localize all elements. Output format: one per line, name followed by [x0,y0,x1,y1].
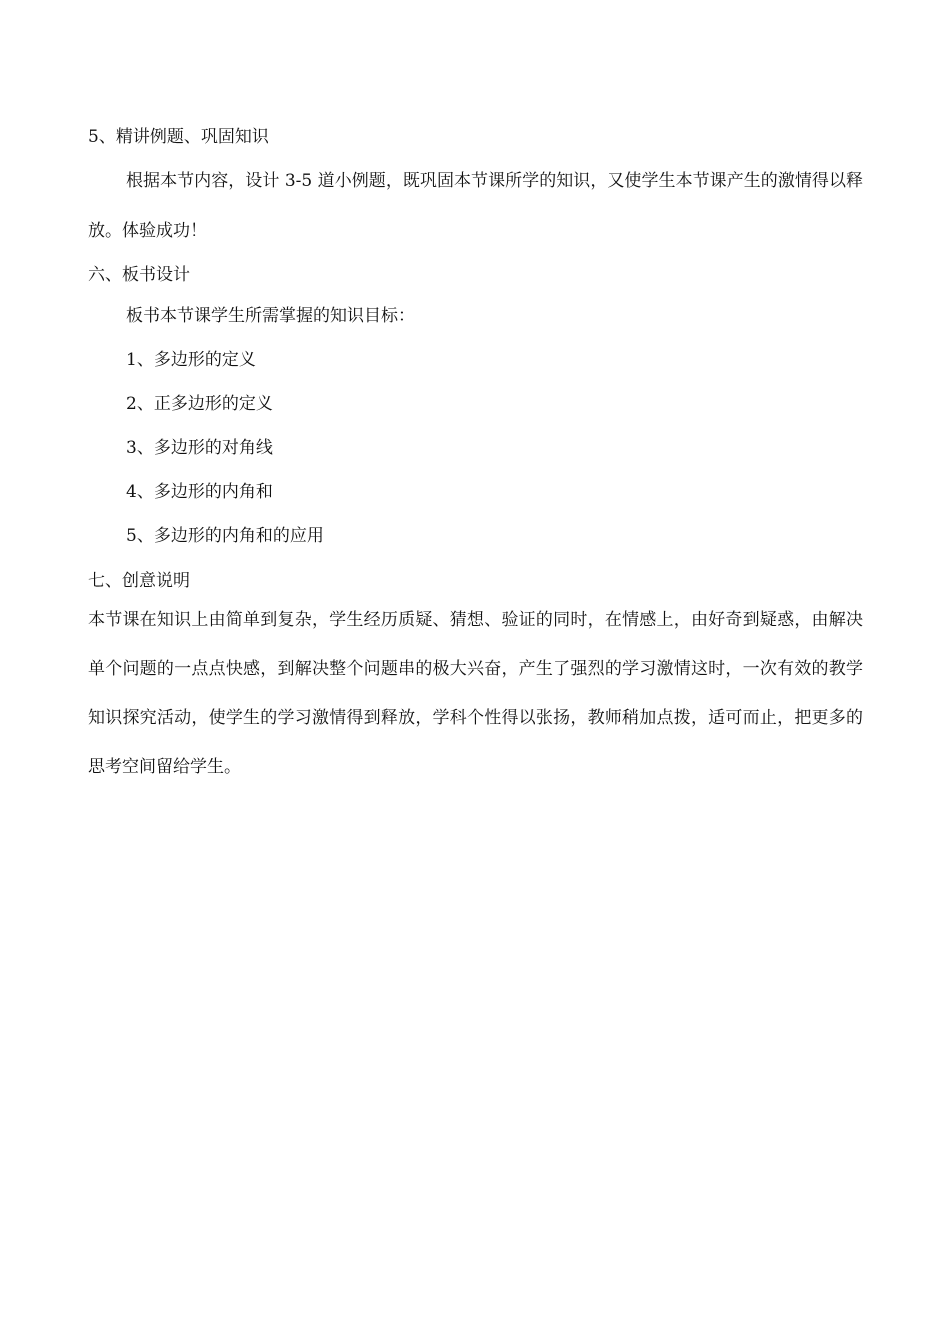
section-5-heading: 5、精讲例题、巩固知识 [88,127,269,147]
board-item-3: 3、多边形的对角线 [126,438,273,458]
board-item-1: 1、多边形的定义 [126,350,256,370]
section-5-paragraph: 根据本节内容，设计 3-5 道小例题，既巩固本节课所学的知识，又使学生本节课产生的激情得以释放。体验成功！ [88,171,863,241]
section-7-heading: 七、创意说明 [88,571,190,591]
board-item-5: 5、多边形的内角和的应用 [126,526,324,546]
section-6-intro: 板书本节课学生所需掌握的知识目标： [126,306,415,326]
section-6-heading: 六、板书设计 [88,265,190,285]
section-7-paragraph: 本节课在知识上由简单到复杂，学生经历质疑、猜想、验证的同时，在情感上，由好奇到疑惑，由解决单个问题的一点点快感，到解决整个问题串的极大兴奋，产生了强烈的学习激情这时，一次有效的教学知识探究活动，使学生的学习激情得到释放，学科个性得以张扬，教师稍加点拨，适可而止，把更多的思考空间留给学生。 [88,610,863,777]
board-item-4: 4、多边形的内角和 [126,482,273,502]
document-body [88,120,863,792]
board-item-2: 2、正多边形的定义 [126,394,273,414]
